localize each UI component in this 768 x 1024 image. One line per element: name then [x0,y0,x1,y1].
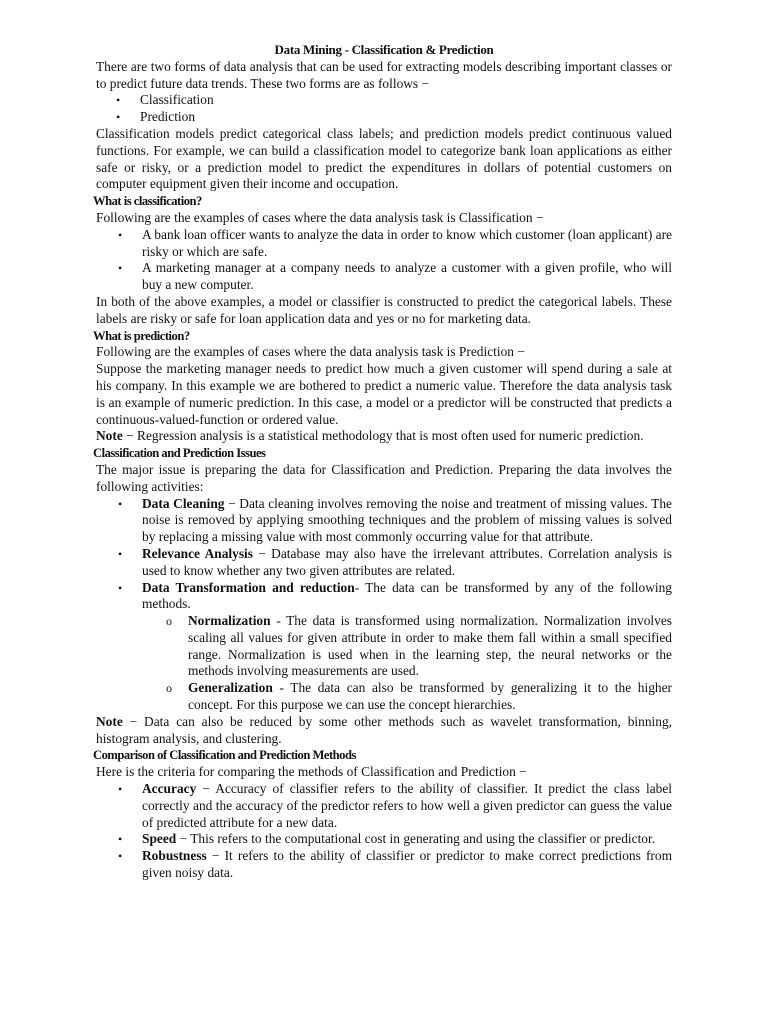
page-title: Data Mining - Classification & Prediction [274,42,494,57]
prediction-body: Suppose the marketing manager needs to predict how much a given customer will spend during a sale at his company. In this example we are bothered to predict a numeric value. Therefore the data analysis task is an example of numeric prediction. In this case, a model or a predictor will be constructed that predicts a continuous-valued-function or ordered value. [96,361,672,427]
comparison-list [96,781,672,882]
item-label: Normalization [188,613,271,629]
note-text: − Regression analysis is a statistical methodology that is most often used for numeric prediction. [122,428,644,444]
comparison-lead: Here is the criteria for comparing the methods of Classification and Prediction − [96,764,527,780]
item-label: Relevance Analysis [142,545,253,561]
prediction-heading: What is prediction? [93,328,190,343]
intro-paragraph: There are two forms of data analysis that can be used for extracting models describing important classes or to predict future data trends. These two forms are as follows − [96,58,672,91]
comparison-heading: Comparison of Classification and Prediction Methods [93,748,356,763]
list-item [96,613,672,680]
list-item: • A marketing manager at a company needs to analyze a customer with a given profile, who will buy a new computer. [96,260,672,294]
item-text: - The data is transformed using normalization. Normalization involves scaling all values for given attribute in order to make them fall within a small specified range. Normalization is used when in the learning step, the neural networks or the methods involving measurements are used. [188,613,672,679]
list-item: • Prediction [96,109,672,126]
classification-heading: What is classification? [93,194,202,209]
issues-heading: Classification and Prediction Issues [93,446,266,461]
list-item [96,680,672,714]
issues-note [96,714,672,748]
list-item: • A bank loan officer wants to analyze the data in order to know which customer (loan applicant) are risky or which are safe. [96,227,672,261]
issues-lead: The major issue is preparing the data for Classification and Prediction. Preparing the data involves the following activities: [96,461,672,494]
forms-list [96,92,672,126]
note-label: Note [96,713,123,729]
prediction-note [96,428,672,445]
item-label: Speed [142,831,177,847]
item-text: − This refers to the computational cost in generating and using the classifier or predictor. [176,831,656,847]
list-item [96,496,672,546]
document-page [93,42,672,882]
classification-summary: In both of the above examples, a model or classifier is constructed to predict the categorical labels. These labels are risky or safe for loan application data and yes or no for marketing data. [96,293,672,326]
issues-list [96,496,672,614]
prediction-lead: Following are the examples of cases where the data analysis task is Prediction − [96,344,525,360]
note-label: Note [96,428,123,444]
item-text: − Database may also have the irrelevant attributes. Correlation analysis is used to know whether any two given attributes are related. [142,545,672,578]
list-item: • Classification [96,92,672,109]
item-text: - The data can be transformed by any of the following methods. [142,579,672,612]
item-text: - The data can also be transformed by generalizing it to the higher concept. For this purpose we can use the concept hierarchies. [188,680,672,713]
item-text: − It refers to the ability of classifier or predictor to make correct predictions from given noisy data. [142,848,672,881]
classification-lead: Following are the examples of cases where the data analysis task is Classification − [96,209,544,225]
list-item [96,546,672,580]
models-paragraph: Classification models predict categorical class labels; and prediction models predict continuous valued functions. For example, we can build a classification model to categorize bank loan applications as either safe or risky, or a prediction model to predict the expenditures in dollars of potential customers on computer equipment given their income and occupation. [96,125,672,192]
list-item [96,831,672,848]
list-item [96,848,672,882]
item-label: Accuracy [142,781,197,797]
methods-list [96,613,672,714]
item-label: Data Cleaning [142,495,225,511]
item-label: Generalization [188,680,273,696]
item-label: Data Transformation and reduction [142,579,355,595]
classification-examples [96,227,672,294]
item-label: Robustness [142,848,207,864]
note-text: − Data can also be reduced by some other methods such as wavelet transformation, binning, histogram analysis, and clustering. [96,713,672,746]
list-item [96,781,672,831]
item-text: − Data cleaning involves removing the noise and treatment of missing values. The noise is removed by applying smoothing techniques and the problem of missing values is solved by replacing a missing value with most commonly occurring value for that attribute. [142,495,672,545]
item-text: − Accuracy of classifier refers to the ability of classifier. It predict the class label correctly and the accuracy of the predictor refers to how well a given predictor can guess the value of predicted attribute for a new data. [142,781,672,830]
list-item [96,580,672,614]
